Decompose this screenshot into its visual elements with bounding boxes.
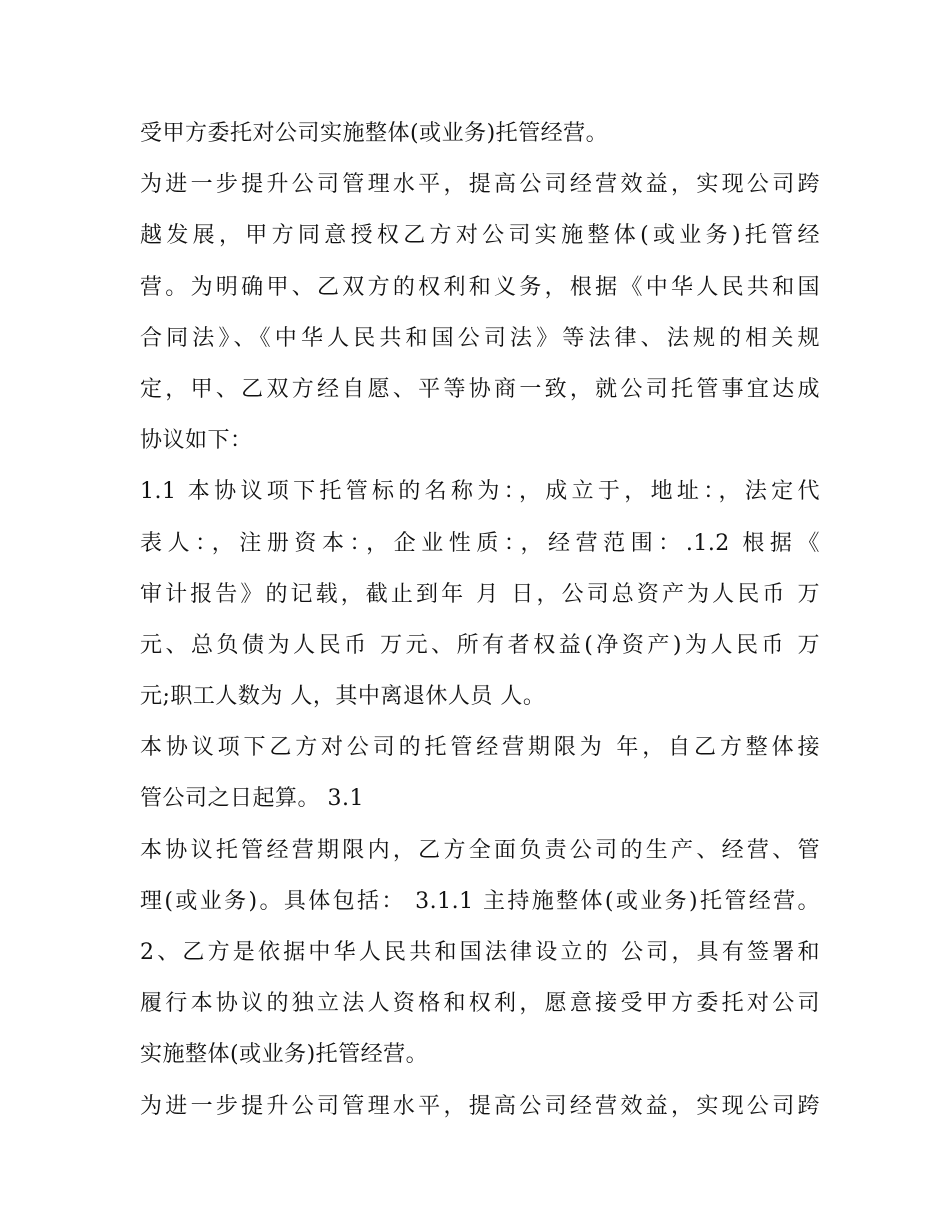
text-line: 为进一步提升公司管理水平，提高公司经营效益，实现公司跨 <box>140 172 820 198</box>
text-line: 定，甲、乙双方经自愿、平等协商一致，就公司托管事宜达成 <box>140 376 820 402</box>
text-line: 履行本协议的独立法人资格和权利，愿意接受甲方委托对公司 <box>140 991 820 1017</box>
text-line: 理(或业务)。具体包括： 3.1.1 主持施整体(或业务)托管经营。 <box>140 888 820 914</box>
text-line: 本协议托管经营期限内，乙方全面负责公司的生产、经营、管 <box>140 837 820 863</box>
text-line: 审计报告》的记载，截止到年 月 日，公司总资产为人民币 万 <box>140 581 820 607</box>
text-line: 表人：，注册资本：，企业性质：，经营范围：.1.2 根据《 <box>140 530 820 556</box>
text-line: 为进一步提升公司管理水平，提高公司经营效益，实现公司跨 <box>140 1093 820 1119</box>
text-line: 元;职工人数为 人，其中离退休人员 人。 <box>140 684 546 710</box>
text-line: 合同法》、《中华人民共和国公司法》等法律、法规的相关规 <box>140 325 820 351</box>
text-line: 元、总负债为人民币 万元、所有者权益(净资产)为人民币 万 <box>140 632 820 658</box>
text-line: 越发展，甲方同意授权乙方对公司实施整体(或业务)托管经 <box>140 223 820 249</box>
text-line: 1.1 本协议项下托管标的名称为：，成立于，地址：，法定代 <box>140 479 820 505</box>
text-line: 协议如下： <box>140 428 253 454</box>
text-line: 2、乙方是依据中华人民共和国法律设立的 公司，具有签署和 <box>140 940 820 965</box>
text-line: 管公司之日起算。 3.1 <box>140 786 364 812</box>
text-line: 营。为明确甲、乙双方的权利和义务，根据《中华人民共和国 <box>140 274 820 300</box>
document-body <box>140 108 820 1132</box>
text-line: 实施整体(或业务)托管经营。 <box>140 1042 429 1068</box>
text-line: 受甲方委托对公司实施整体(或业务)托管经营。 <box>140 121 609 146</box>
text-line: 本协议项下乙方对公司的托管经营期限为 年，自乙方整体接 <box>140 735 820 761</box>
